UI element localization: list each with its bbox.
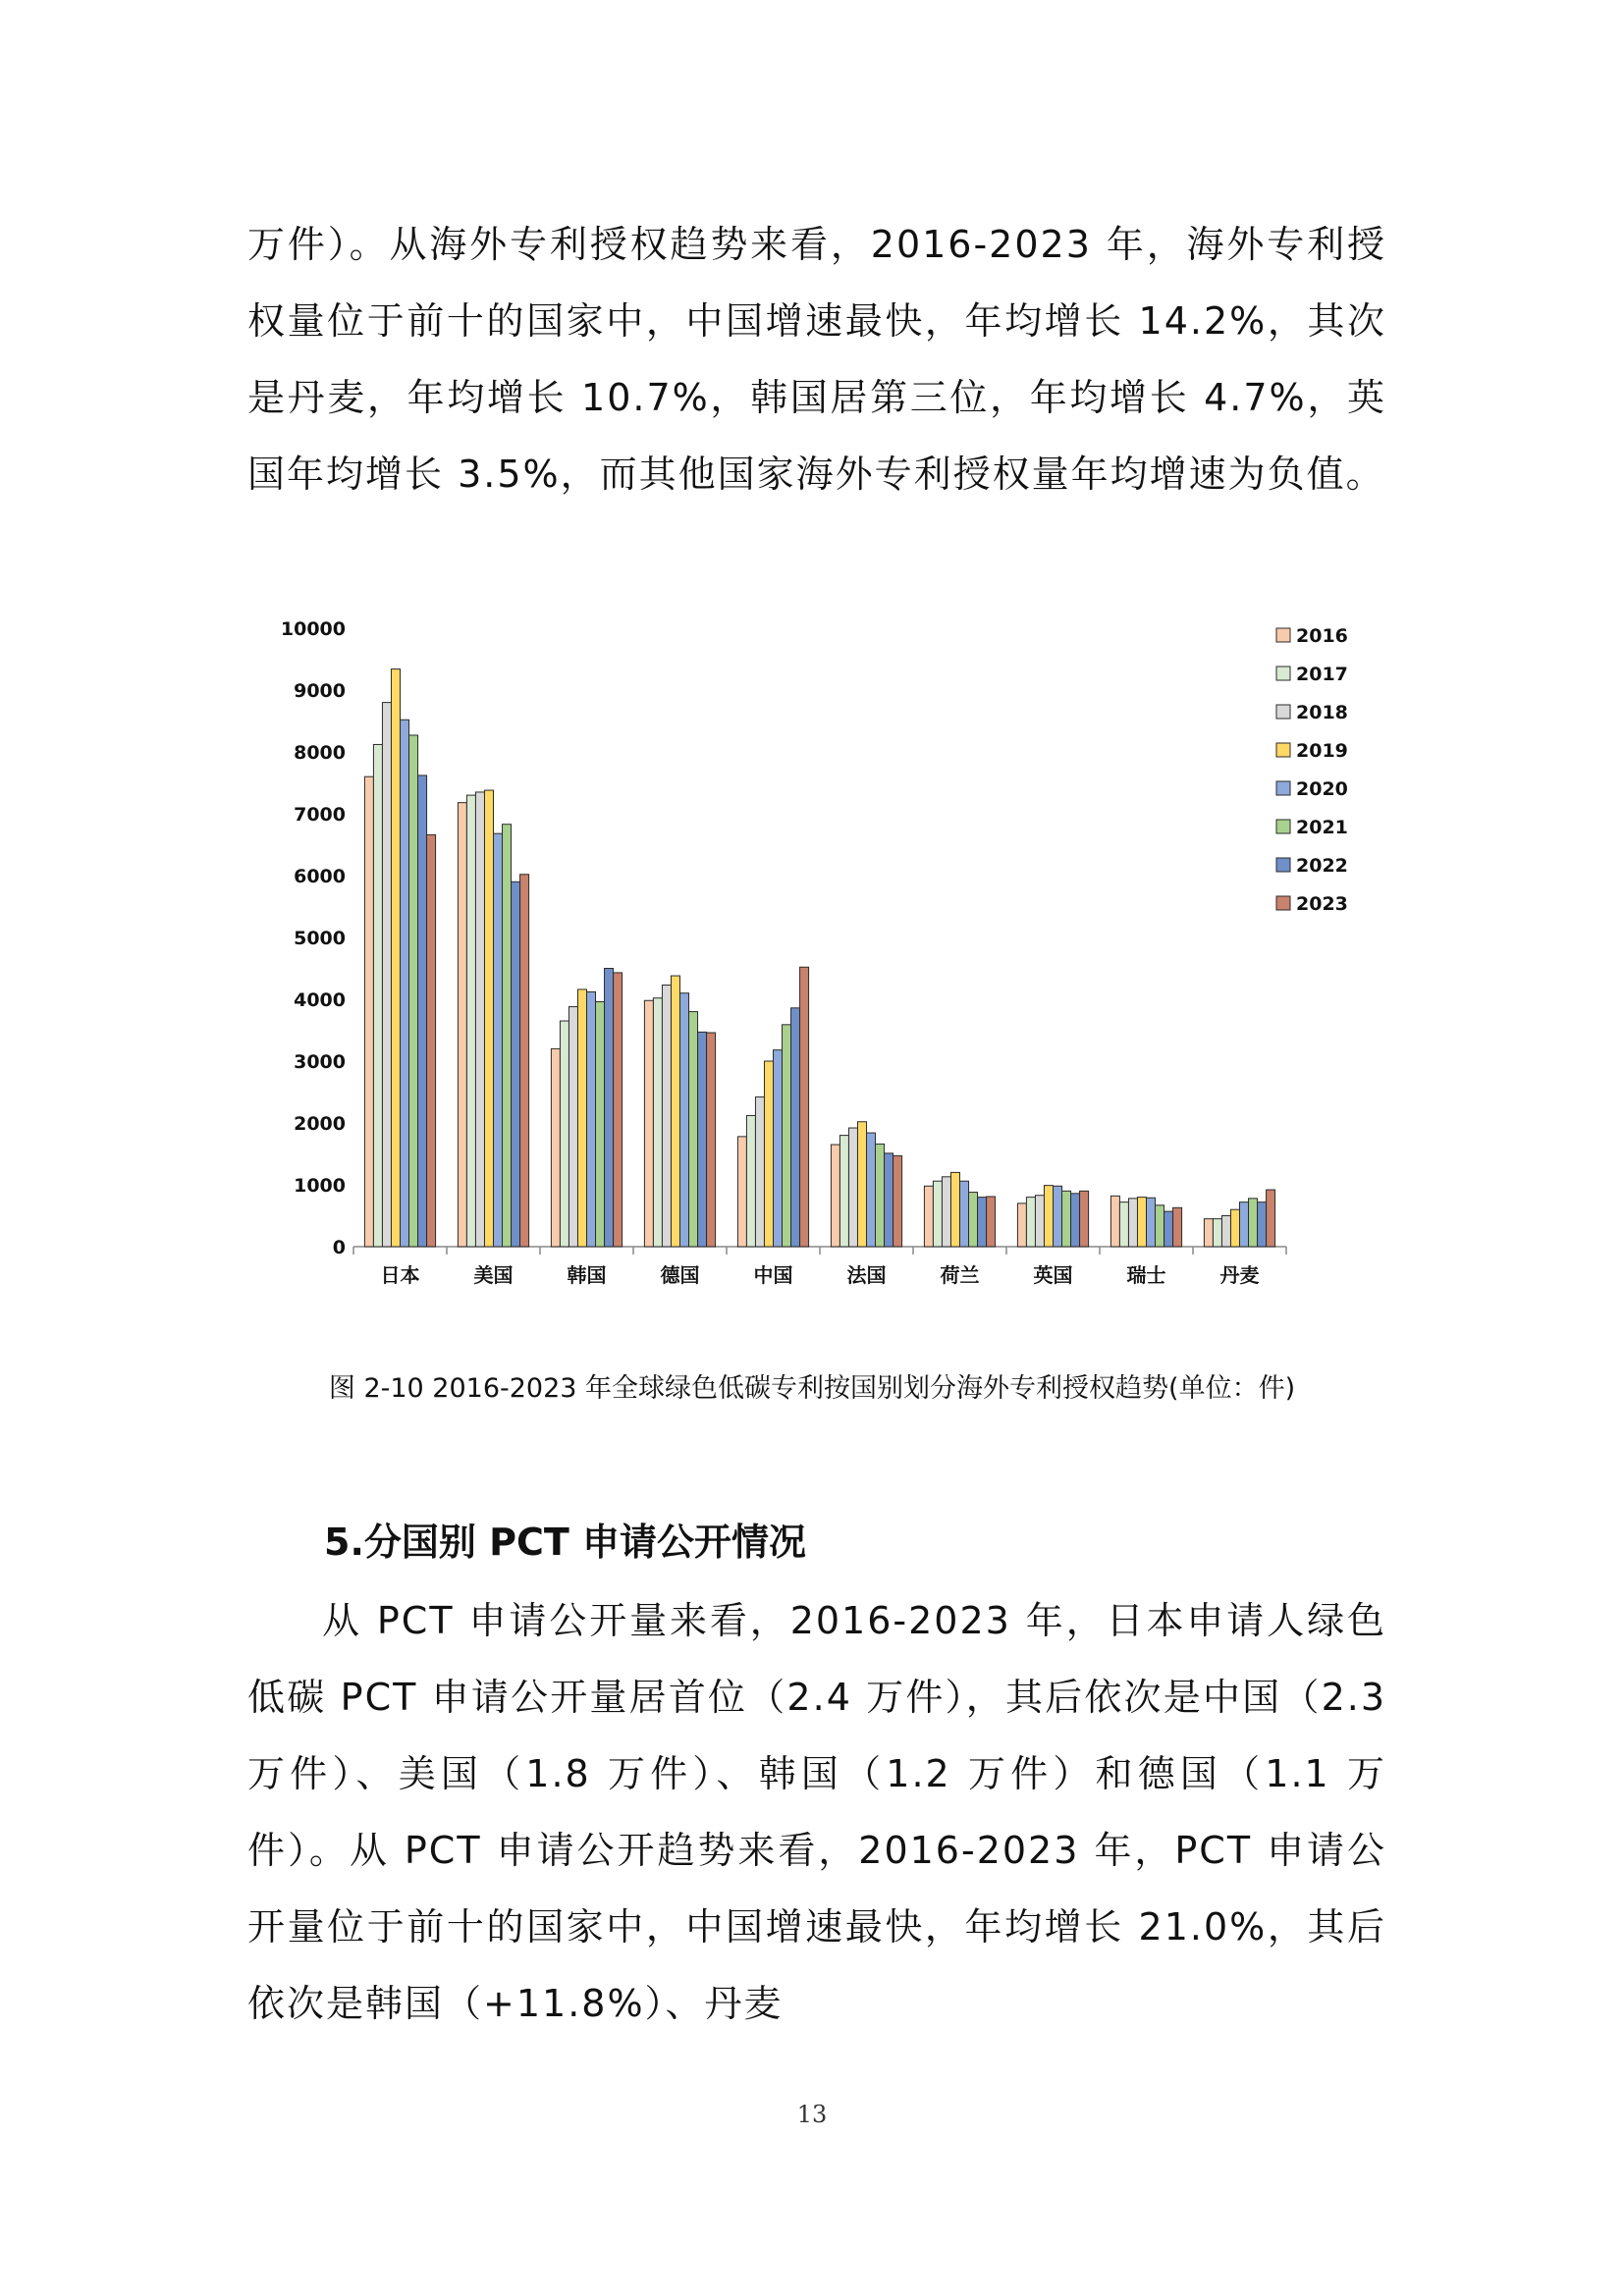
bar-2023 [800,967,809,1247]
bar-2019 [1230,1209,1239,1247]
y-tick-label: 1000 [294,1175,346,1197]
y-tick-label: 9000 [294,680,346,702]
bar-2019 [950,1172,959,1247]
y-tick-label: 3000 [294,1051,346,1073]
bar-2023 [1267,1190,1275,1247]
legend-label: 2021 [1296,817,1348,838]
legend-label: 2022 [1296,855,1348,877]
bar-2018 [1035,1196,1044,1247]
y-tick-label: 6000 [294,866,346,887]
legend-swatch-2023 [1276,896,1290,910]
bar-2023 [1173,1207,1182,1247]
bar-2019 [1137,1198,1146,1247]
bar-2019 [391,669,400,1247]
bar-2018 [1128,1199,1137,1247]
bar-2021 [1156,1205,1164,1247]
bar-2018 [475,792,484,1247]
legend-label: 2016 [1296,625,1348,647]
bar-2022 [1164,1211,1173,1247]
legend-label: 2023 [1296,893,1348,915]
bar-2021 [503,825,512,1247]
bar-2021 [409,735,418,1247]
x-category-label: 丹麦 [1219,1263,1260,1286]
bar-2016 [551,1048,560,1247]
bar-2021 [1062,1191,1071,1247]
bar-2017 [653,998,662,1247]
legend-swatch-2018 [1276,705,1290,719]
x-category-label: 日本 [380,1263,420,1286]
bar-2021 [596,1002,605,1247]
bar-2020 [401,720,409,1247]
y-tick-label: 2000 [294,1113,346,1135]
body-paragraph: 万件）。从海外专利授权趋势来看，2016-2023 年，海外专利授权量位于前十的国家中，中国增速最快，年均增长 14.2%，其次是丹麦，年均增长 10.7%，韩国居第三位，年均增长 4.7%，英国年均增长 3.5%，而其他国家海外专利授权量年均增速为负值。 [247,223,1386,496]
bar-2019 [764,1061,773,1247]
y-tick-label: 0 [332,1237,346,1258]
bar-2022 [885,1153,893,1247]
bar-2023 [1080,1191,1089,1247]
bar-2016 [924,1186,933,1247]
bar-2022 [698,1032,707,1247]
bar-2017 [560,1021,568,1247]
bar-2016 [737,1137,746,1247]
bar-2022 [791,1008,800,1247]
x-category-label: 韩国 [567,1263,607,1286]
body-paragraph: 从 PCT 申请公开量来看，2016-2023 年，日本申请人绿色低碳 PCT 申请公开量居首位（2.4 万件），其后依次是中国（2.3 万件）、美国（1.8 万件）、韩国（1.2 万件）和德国（1.1 万件）。从 PCT 申请公开趋势来看，2016-2023 年，PCT 申请公开量位于前十的国家中，中国增速最快，年均增长 21.0%，其后依次是韩国（+11.8%）、丹麦 [247,1599,1386,2025]
bar-2016 [831,1145,839,1247]
bar-2023 [520,875,529,1247]
x-category-label: 美国 [473,1263,514,1286]
bar-2019 [484,790,493,1247]
legend-label: 2017 [1296,664,1348,685]
bar-2016 [1017,1203,1026,1247]
bar-2022 [1258,1202,1267,1247]
bar-2017 [373,744,382,1247]
section-heading: 5.分国别 PCT 申请公开情况 [324,1521,806,1564]
bar-2016 [1110,1196,1119,1247]
bar-2019 [1044,1186,1053,1247]
y-tick-label: 8000 [294,742,346,764]
y-tick-label: 5000 [294,928,346,949]
y-tick-label: 4000 [294,989,346,1011]
x-category-label: 法国 [846,1263,887,1286]
bar-2017 [1119,1202,1128,1247]
figure-caption: 图 2-10 2016-2023 年全球绿色低碳专利按国别划分海外专利授权趋势(单位：件) [328,1373,1296,1404]
bar-2022 [1071,1194,1080,1247]
bar-2018 [568,1007,577,1247]
legend-label: 2020 [1296,778,1348,800]
bar-2016 [1204,1219,1213,1247]
bar-chart [275,599,1355,1286]
bar-2018 [1221,1216,1230,1248]
bar-2019 [857,1122,866,1247]
bar-2023 [427,834,436,1247]
x-category-label: 英国 [1033,1263,1073,1286]
bar-2020 [494,833,503,1247]
bar-2018 [848,1128,857,1247]
bar-2020 [1240,1202,1249,1247]
legend-swatch-2022 [1276,858,1290,872]
bar-2018 [382,703,391,1247]
x-category-label: 中国 [753,1263,793,1286]
bar-2021 [969,1193,978,1247]
bar-2017 [466,795,475,1247]
bar-2023 [987,1197,996,1247]
legend-swatch-2019 [1276,743,1290,757]
bar-2017 [1213,1219,1221,1247]
bar-2017 [746,1115,755,1247]
legend-swatch-2021 [1276,820,1290,833]
y-tick-label: 10000 [280,618,346,640]
bar-2023 [893,1155,902,1247]
legend-swatch-2016 [1276,628,1290,642]
bar-2021 [876,1144,885,1247]
bar-2017 [839,1136,848,1247]
bar-2018 [942,1177,950,1247]
legend-label: 2018 [1296,702,1348,723]
bar-2020 [867,1133,876,1247]
legend-swatch-2020 [1276,781,1290,795]
bar-2023 [707,1033,716,1247]
legend-label: 2019 [1296,740,1348,762]
bar-2019 [671,976,679,1247]
chart-canvas [275,599,1355,1286]
bar-2023 [614,973,623,1247]
bar-2021 [783,1025,791,1247]
bar-2022 [978,1198,987,1247]
y-tick-label: 7000 [294,804,346,826]
bar-2022 [512,881,520,1247]
bar-2021 [1249,1199,1258,1247]
x-category-label: 瑞士 [1126,1263,1166,1286]
x-category-label: 德国 [660,1263,700,1286]
bar-2016 [458,803,466,1247]
bar-2021 [689,1012,698,1247]
bar-2017 [1026,1198,1035,1247]
bar-2018 [755,1097,764,1247]
bar-2022 [418,775,427,1247]
bar-2020 [1147,1198,1156,1247]
page-number: 13 [796,2101,828,2128]
bar-2019 [577,989,586,1247]
bar-2020 [1054,1186,1062,1247]
bar-2020 [680,993,689,1247]
bar-2020 [587,991,596,1247]
bar-2020 [960,1181,969,1247]
bar-2018 [662,986,671,1247]
bar-2016 [644,1000,653,1247]
bar-2020 [774,1050,783,1247]
legend-swatch-2017 [1276,667,1290,680]
bar-2022 [605,969,614,1248]
x-category-label: 荷兰 [940,1263,980,1286]
bar-2017 [933,1181,942,1247]
bar-2016 [364,776,373,1247]
